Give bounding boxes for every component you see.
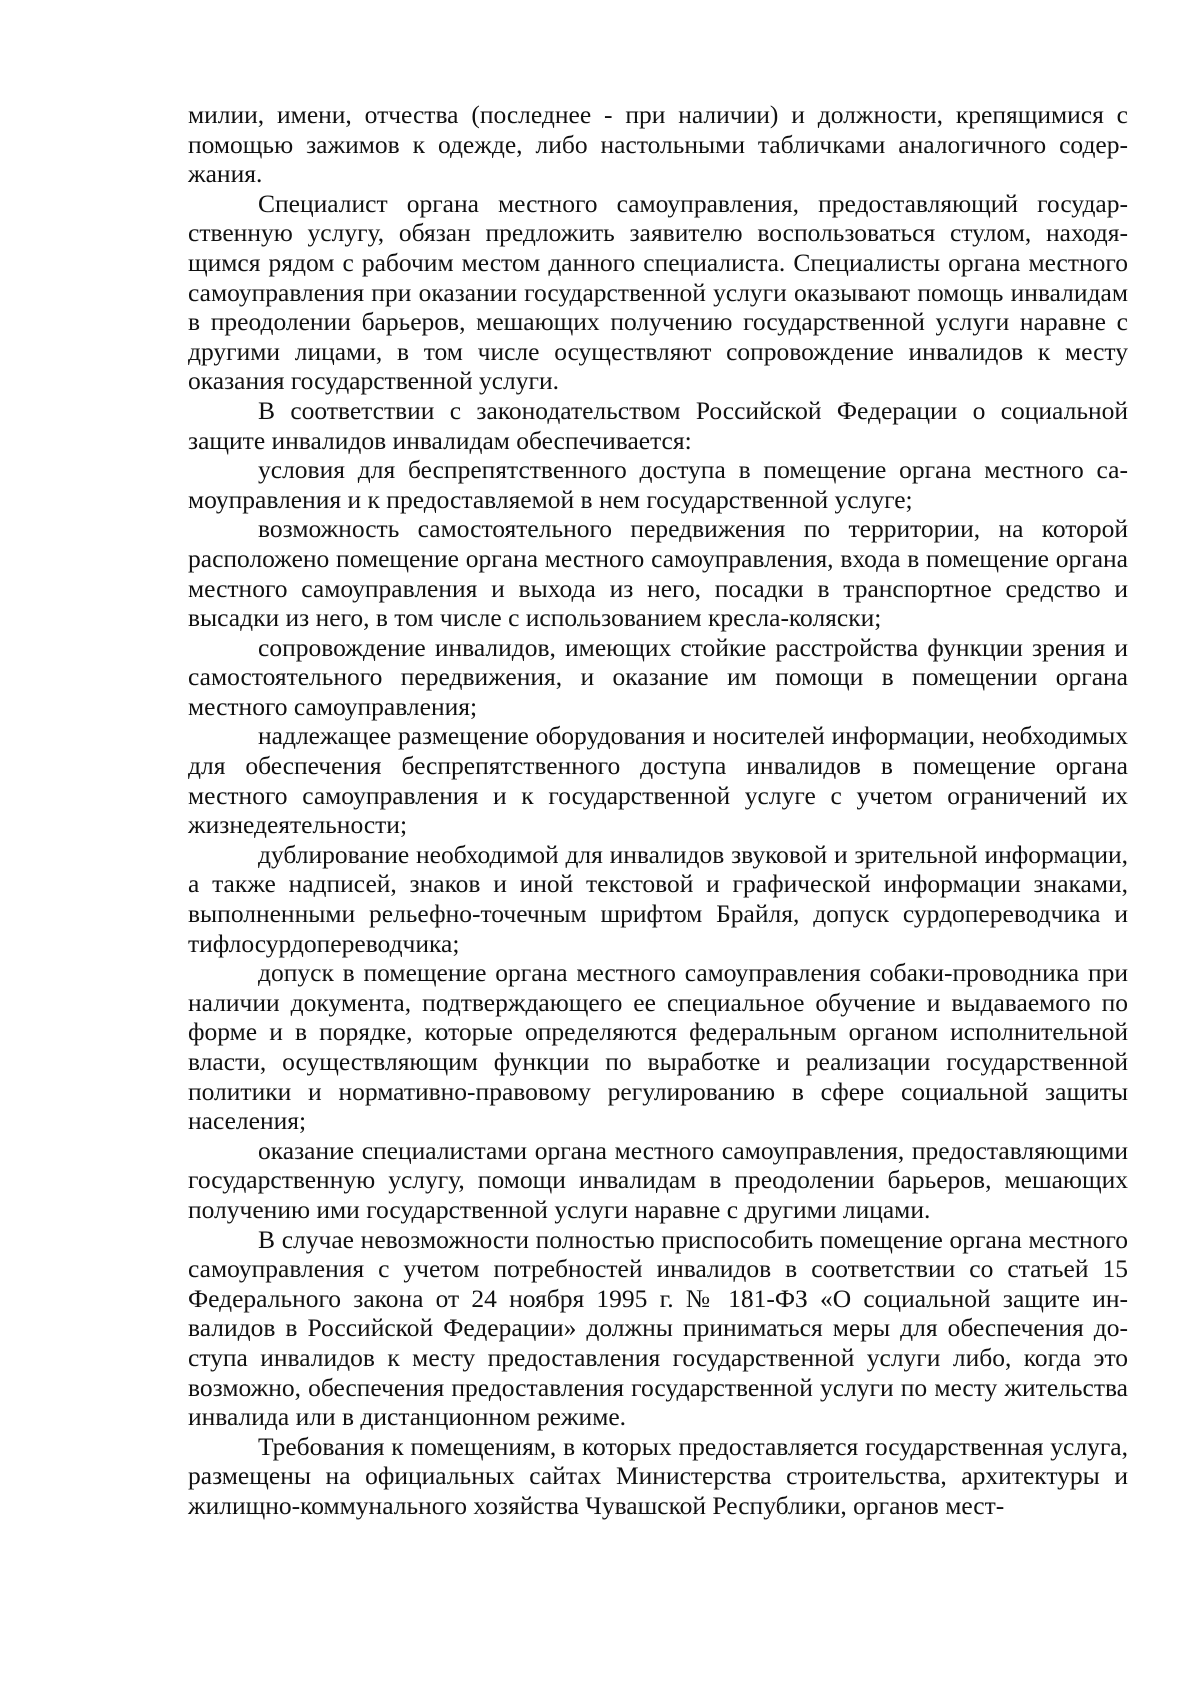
paragraph-5: возможность самостоятельного передвижения по территории, на которой расположено помещение органа местного самоуправления, входа в помещение органа местного самоуправления и выхода из него, посадки в транспортное средство и высадки из него, в том числе с использованием кресла-коляски; — [188, 514, 1128, 633]
paragraph-4: условия для беспрепятственного доступа в помещение органа местного самоуправления и к предоставляемой в нем государственной услуге; — [188, 455, 1128, 514]
paragraph-7: надлежащее размещение оборудования и носителей информации, необходимых для обеспечения беспрепятственного доступа инвалидов в помещение органа местного самоуправления и к государственной услуге с учетом ограничений их жизнедеятельности; — [188, 721, 1128, 840]
paragraph-1: милии, имени, отчества (последнее - при наличии) и должности, крепящимися с помощью зажимов к одежде, либо настольными табличками аналогичного содержания. — [188, 100, 1128, 189]
paragraph-9: допуск в помещение органа местного самоуправления собаки-проводника при наличии документа, подтверждающего ее специальное обучение и выдаваемого по форме и в порядке, которые определяются федеральным органом исполнительной власти, осуществляющим функции по выработке и реализации государственной политики и нормативно-правовому регулированию в сфере социальной защиты населения; — [188, 958, 1128, 1136]
paragraph-3: В соответствии с законодательством Российской Федерации о социальной защите инвалидов инвалидам обеспечивается: — [188, 395, 1128, 455]
paragraph-10: оказание специалистами органа местного самоуправления, предоставляющими государственную услугу, помощи инвалидам в преодолении барьеров, мешающих получению ими государственной услуги наравне с другими лицами. — [188, 1135, 1128, 1224]
paragraph-12: Требования к помещениям, в которых предоставляется государственная услуга, размещены на официальных сайтах Министерства строительства, архитектуры и жилищно-коммунального хозяйства Чувашской Республики, органов мест- — [188, 1431, 1128, 1520]
paragraph-2: Специалист органа местного самоуправления, предоставляющий государственную услугу, обязан предложить заявителю воспользоваться стулом, находящимся рядом с рабочим местом данного специалиста. Специалисты органа местного самоуправления при оказании государственной услуги оказывают помощь инвалидам в преодолении барьеров, мешающих получению государственной услуги наравне с другими лицами, в том числе осуществляют сопровождение инвалидов к месту оказания государственной услуги. — [188, 188, 1128, 396]
paragraph-8: дублирование необходимой для инвалидов звуковой и зрительной информации, а также надписей, знаков и иной текстовой и графической информации знаками, выполненными рельефно-точечным шрифтом Брайля, допуск сурдопереводчика и тифлосурдопереводчика; — [188, 839, 1128, 958]
paragraph-11: В случае невозможности полностью приспособить помещение органа местного самоуправления с учетом потребностей инвалидов в соответствии со статьей 15 Федерального закона от 24 ноября 1995 г. № 181-ФЗ «О социальной защите инвалидов в Российской Федерации» должны приниматься меры для обеспечения доступа инвалидов к месту предоставления государственной услуги либо, когда это возможно, обеспечения предоставления государственной услуги по месту жительства инвалида или в дистанционном режиме. — [188, 1224, 1128, 1432]
paragraph-6: сопровождение инвалидов, имеющих стойкие расстройства функции зрения и самостоятельного передвижения, и оказание им помощи в помещении органа местного самоуправления; — [188, 632, 1128, 721]
document-page — [188, 100, 1128, 1521]
